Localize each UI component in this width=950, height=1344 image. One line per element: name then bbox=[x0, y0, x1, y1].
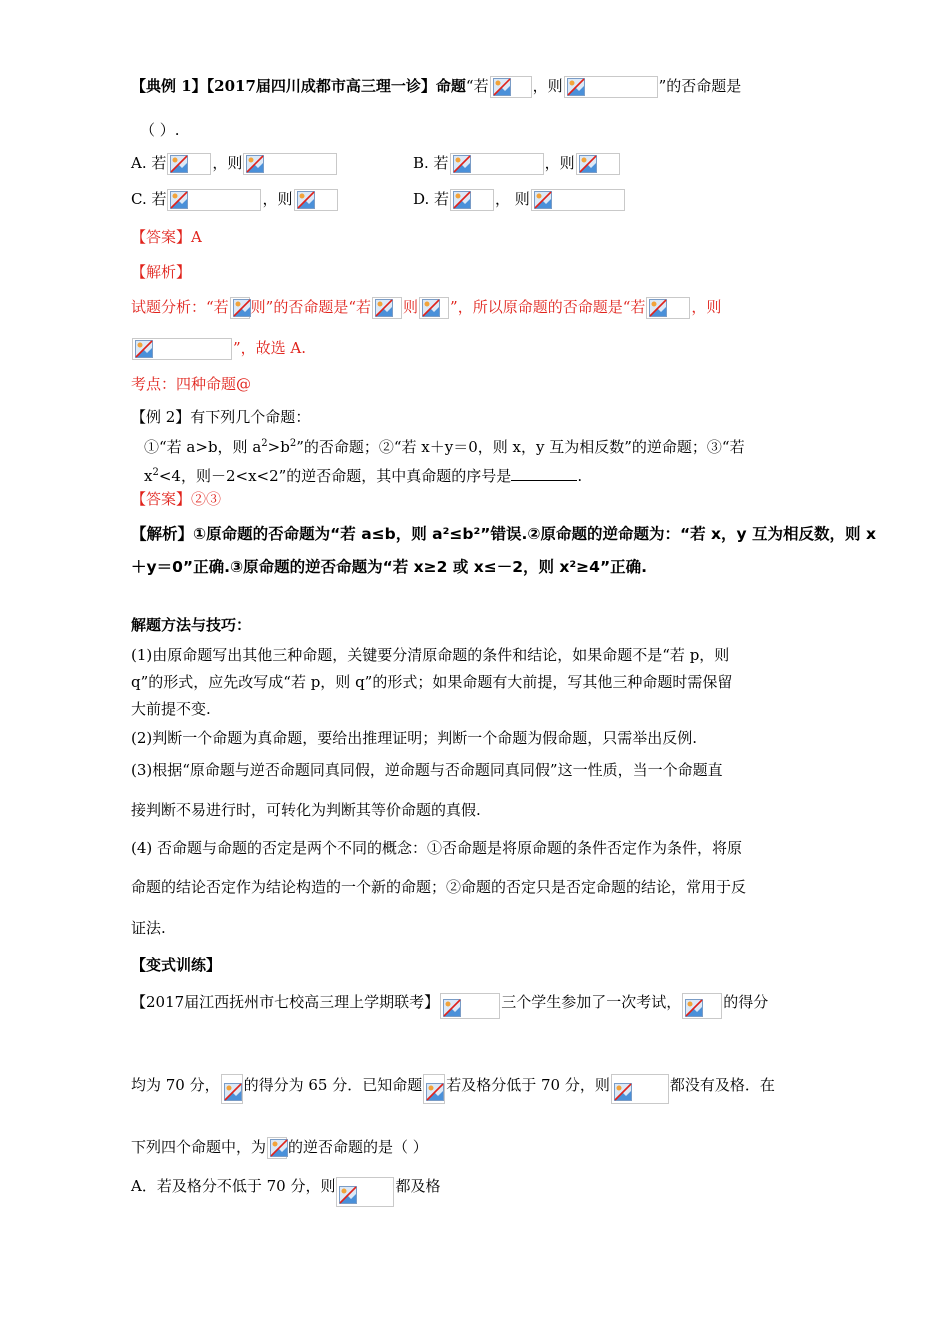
broken-image-icon bbox=[579, 155, 597, 173]
broken-image-icon bbox=[685, 999, 703, 1017]
formula-image bbox=[336, 1177, 394, 1207]
kaodian: 考点：四种命题@ bbox=[131, 375, 252, 393]
example2-jiexi-line-2: ＋y＝0”正确.③原命题的逆否命题为“若 x≥2 或 x≤－2，则 x²≥4”正确. bbox=[131, 558, 648, 576]
example1-question-line: 【典例 1】【2017届四川成都市高三理一诊】命题“若 ，则 ”的否命题是 bbox=[131, 76, 741, 98]
analysis-line-1: 试题分析：“若 则”的否命题是“若 则 ”，所以原命题的否命题是“若 ，则 bbox=[131, 297, 721, 319]
formula-image bbox=[230, 297, 250, 319]
formula-image bbox=[531, 189, 625, 211]
broken-image-icon bbox=[649, 299, 667, 317]
option-c: C. 若 ，则 bbox=[131, 189, 339, 211]
broken-image-icon bbox=[270, 1139, 288, 1157]
broken-image-icon bbox=[534, 191, 552, 209]
broken-image-icon bbox=[443, 999, 461, 1017]
option-d: D. 若 ， 则 bbox=[413, 189, 626, 211]
formula-image bbox=[450, 189, 494, 211]
variant-line-2: 均为 70 分， 的得分为 65 分．已知命题 若及格分低于 70 分，则 都没有及格．在 bbox=[131, 1074, 775, 1104]
formula-image bbox=[576, 153, 620, 175]
methods-p1-line3: 大前提不变. bbox=[131, 700, 211, 718]
formula-image bbox=[372, 297, 402, 319]
example2-jiexi-line-1: 【解析】①原命题的否命题为“若 a≤b，则 a²≤b²”错误.②原命题的逆命题为：“若 x，y 互为相反数，则 x bbox=[131, 525, 876, 543]
analysis-label: 【解析】 bbox=[131, 263, 192, 281]
broken-image-icon bbox=[422, 299, 440, 317]
methods-p4-line2: 命题的结论否定作为结论构造的一个新的命题；②命题的否定只是否定命题的结论，常用于反 bbox=[131, 878, 747, 896]
formula-image bbox=[490, 76, 532, 98]
example2-header: 【例 2】有下列几个命题： bbox=[131, 408, 311, 426]
methods-p4-line1: (4) 否命题与命题的否定是两个不同的概念：①否命题是将原命题的条件否定作为条件，将原 bbox=[131, 839, 743, 857]
variant-line-1: 【2017届江西抚州市七校高三理上学期联考】 三个学生参加了一次考试， 的得分 bbox=[131, 992, 768, 1019]
formula-image bbox=[611, 1074, 669, 1104]
answer-parentheses: （ ）. bbox=[140, 121, 180, 139]
methods-p1-line2: q”的形式，应先改写成“若 p，则 q”的形式；如果命题有大前提，写其他三种命题时需保留 bbox=[131, 673, 733, 691]
broken-image-icon bbox=[453, 155, 471, 173]
methods-p3-line1: (3)根据“原命题与逆否命题同真同假，逆命题与否命题同真同假”这一性质，当一个命题直 bbox=[131, 761, 723, 779]
formula-image bbox=[167, 189, 261, 211]
methods-p3-line2: 接判断不易进行时，可转化为判断其等价命题的真假. bbox=[131, 801, 481, 819]
broken-image-icon bbox=[170, 155, 188, 173]
formula-image bbox=[682, 993, 722, 1019]
formula-image bbox=[294, 189, 338, 211]
broken-image-icon bbox=[614, 1083, 632, 1101]
broken-image-icon bbox=[339, 1186, 357, 1204]
option-a: A. 若 ，则 bbox=[131, 153, 338, 175]
analysis-line-2: ”，故选 A. bbox=[131, 338, 306, 360]
broken-image-icon bbox=[426, 1083, 444, 1101]
methods-title: 解题方法与技巧： bbox=[131, 616, 252, 634]
methods-p4-line3: 证法. bbox=[131, 919, 166, 937]
formula-image bbox=[450, 153, 544, 175]
example2-line-2: $x^2<4$，则－2<x<2”的逆否命题，其中真命题的序号是 . bbox=[144, 467, 583, 485]
example2-answer: 【答案】②③ bbox=[131, 490, 222, 508]
formula-image bbox=[423, 1074, 445, 1104]
broken-image-icon bbox=[246, 155, 264, 173]
formula-image bbox=[167, 153, 211, 175]
formula-image bbox=[646, 297, 690, 319]
broken-image-icon bbox=[170, 191, 188, 209]
broken-image-icon bbox=[135, 340, 153, 358]
broken-image-icon bbox=[375, 299, 393, 317]
answer-blank bbox=[511, 466, 577, 481]
example2-line-1: ①“若 a>b，则 $a^2>b^2$”的否命题；②“若 x＋y＝0，则 x，y 互为相反数”的逆命题；③“若 bbox=[144, 438, 745, 456]
example1-header: 【典例 1】【2017届四川成都市高三理一诊】命题 bbox=[131, 77, 466, 95]
formula-image bbox=[440, 993, 500, 1019]
formula-image bbox=[419, 297, 449, 319]
formula-image bbox=[132, 338, 232, 360]
broken-image-icon bbox=[567, 78, 585, 96]
broken-image-icon bbox=[453, 191, 471, 209]
broken-image-icon bbox=[233, 299, 251, 317]
variant-title: 【变式训练】 bbox=[131, 956, 222, 974]
broken-image-icon bbox=[224, 1083, 242, 1101]
methods-p2: (2)判断一个命题为真命题，要给出推理证明；判断一个命题为假命题，只需举出反例. bbox=[131, 729, 698, 747]
answer-label: 【答案】A bbox=[131, 228, 202, 246]
formula-image bbox=[564, 76, 658, 98]
variant-line-3: 下列四个命题中，为 的逆否命题的是（ ） bbox=[131, 1137, 428, 1159]
methods-p1-line1: (1)由原命题写出其他三种命题，关键要分清原命题的条件和结论，如果命题不是“若 p，则 bbox=[131, 646, 730, 664]
broken-image-icon bbox=[297, 191, 315, 209]
formula-image bbox=[221, 1074, 243, 1104]
broken-image-icon bbox=[493, 78, 511, 96]
formula-image bbox=[243, 153, 337, 175]
formula-image bbox=[267, 1137, 287, 1159]
option-b: B. 若 ，则 bbox=[413, 153, 621, 175]
variant-option-a: A．若及格分不低于 70 分，则 都及格 bbox=[131, 1176, 440, 1207]
